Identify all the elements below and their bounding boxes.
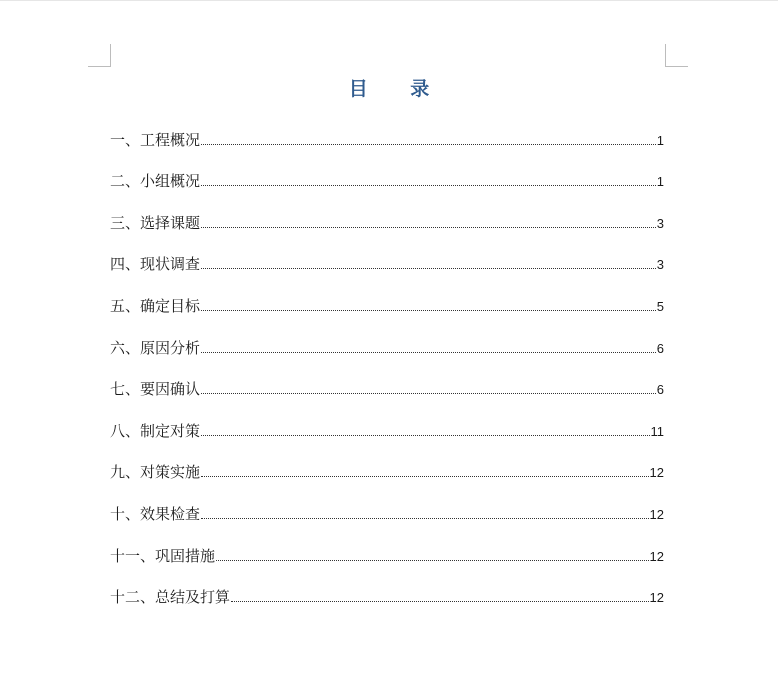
toc-entry-text: 十、效果检查: [110, 504, 201, 523]
toc-dot-leader: [216, 559, 649, 561]
toc-page-number: 1: [656, 174, 664, 190]
toc-dot-leader: [201, 226, 656, 228]
toc-entry-text: 八、制定对策: [110, 421, 201, 440]
toc-entry-text: 十二、总结及打算: [110, 588, 231, 607]
toc-page-number: 6: [656, 382, 664, 398]
toc-entry-5[interactable]: [110, 282, 664, 324]
toc-entry-text: 三、选择课题: [110, 213, 201, 232]
toc-entry-2[interactable]: [110, 158, 664, 200]
toc-entry-7[interactable]: [110, 366, 664, 408]
toc-dot-leader: [201, 475, 649, 477]
margin-corner-mark-top-left: [88, 44, 111, 67]
toc-dot-leader: [201, 267, 656, 269]
toc-page-number: 12: [649, 465, 664, 481]
toc-page-number: 1: [656, 132, 664, 148]
toc-title: 目 录: [348, 78, 448, 100]
toc-page-number: 5: [656, 298, 664, 314]
toc-dot-leader: [201, 143, 656, 145]
toc-page-number: 12: [649, 548, 664, 564]
toc-entry-text: 一、工程概况: [110, 130, 201, 149]
toc-page-number: 6: [656, 340, 664, 356]
table-of-contents: [110, 116, 664, 615]
toc-entry-10[interactable]: [110, 490, 664, 532]
toc-entry-text: 四、现状调查: [110, 255, 201, 274]
toc-dot-leader: [201, 184, 656, 186]
toc-page-number: 12: [649, 506, 664, 522]
toc-entry-12[interactable]: [110, 574, 664, 616]
margin-corner-mark-top-right: [665, 44, 688, 67]
toc-dot-leader: [201, 392, 656, 394]
toc-entry-4[interactable]: [110, 241, 664, 283]
toc-entry-text: 五、确定目标: [110, 296, 201, 315]
toc-page-number: 12: [649, 590, 664, 606]
toc-entry-6[interactable]: [110, 324, 664, 366]
toc-entry-3[interactable]: [110, 199, 664, 241]
toc-page-number: 3: [656, 215, 664, 231]
toc-dot-leader: [201, 517, 649, 519]
toc-entry-text: 六、原因分析: [110, 338, 201, 357]
top-divider: [0, 0, 778, 1]
toc-dot-leader: [201, 434, 649, 436]
toc-entry-text: 九、对策实施: [110, 463, 201, 482]
toc-dot-leader: [201, 309, 656, 311]
toc-entry-8[interactable]: [110, 407, 664, 449]
toc-dot-leader: [231, 600, 649, 602]
toc-page-number: 11: [650, 423, 664, 439]
toc-entry-1[interactable]: [110, 116, 664, 158]
toc-entry-11[interactable]: [110, 532, 664, 574]
toc-page-number: 3: [656, 257, 664, 273]
toc-dot-leader: [201, 351, 656, 353]
toc-entry-text: 十一、巩固措施: [110, 546, 216, 565]
toc-entry-text: 二、小组概况: [110, 172, 201, 191]
toc-entry-9[interactable]: [110, 449, 664, 491]
toc-entry-text: 七、要因确认: [110, 380, 201, 399]
